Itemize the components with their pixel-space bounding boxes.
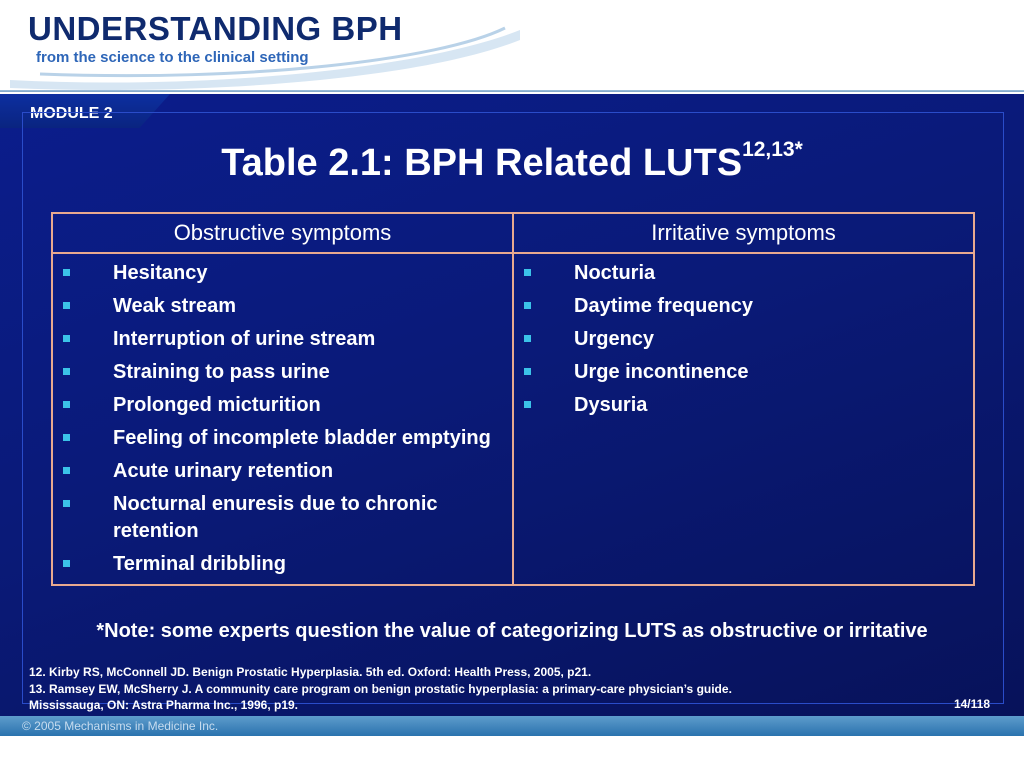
bullet-square-icon bbox=[63, 269, 70, 276]
slide-title-superscript: 12,13* bbox=[742, 138, 803, 161]
list-item bbox=[514, 326, 973, 353]
list-item bbox=[53, 293, 512, 320]
header-subtitle: from the science to the clinical setting bbox=[36, 49, 309, 66]
list-item bbox=[53, 326, 512, 353]
bullet-square-icon bbox=[63, 368, 70, 375]
bullet-square-icon bbox=[524, 302, 531, 309]
slide-body bbox=[0, 94, 1024, 716]
list-item-label: Weak stream bbox=[113, 295, 237, 317]
bullet-square-icon bbox=[63, 434, 70, 441]
page-number: 14/118 bbox=[953, 697, 990, 711]
irritative-list bbox=[514, 260, 973, 419]
bullet-square-icon bbox=[524, 368, 531, 375]
list-item-label: Acute urinary retention bbox=[113, 460, 334, 482]
list-item bbox=[514, 392, 973, 419]
references bbox=[29, 664, 732, 714]
module-label: MODULE 2 bbox=[30, 105, 113, 122]
list-item bbox=[53, 458, 512, 485]
header-banner bbox=[0, 0, 1024, 92]
list-item-label: Straining to pass urine bbox=[113, 361, 330, 383]
header-irritative: Irritative symptoms bbox=[513, 213, 974, 253]
header-divider bbox=[0, 90, 1024, 92]
footer bbox=[0, 716, 1024, 768]
list-item bbox=[53, 551, 512, 578]
slide-title-text: Table 2.1: BPH Related LUTS bbox=[221, 142, 743, 184]
irritative-cell bbox=[513, 253, 974, 585]
list-item-label: Hesitancy bbox=[113, 262, 208, 284]
list-item-label: Urgency bbox=[574, 328, 655, 350]
bullet-square-icon bbox=[63, 335, 70, 342]
bullet-square-icon bbox=[524, 335, 531, 342]
list-item-label: Interruption of urine stream bbox=[113, 328, 376, 350]
list-item bbox=[53, 359, 512, 386]
table-row bbox=[52, 253, 974, 585]
header-title: UNDERSTANDING BPH bbox=[28, 10, 403, 47]
reference-line: Mississauga, ON: Astra Pharma Inc., 1996, p19. bbox=[29, 698, 299, 712]
list-item bbox=[514, 260, 973, 287]
obstructive-cell bbox=[52, 253, 513, 585]
list-item bbox=[53, 392, 512, 419]
footer-bottom bbox=[0, 736, 1024, 768]
list-item-label: Nocturnal enuresis due to chronic retention bbox=[113, 493, 438, 542]
list-item bbox=[53, 491, 512, 545]
list-item-label: Daytime frequency bbox=[574, 295, 753, 317]
bullet-square-icon bbox=[63, 500, 70, 507]
bullet-square-icon bbox=[524, 401, 531, 408]
list-item-label: Urge incontinence bbox=[574, 361, 749, 383]
list-item bbox=[514, 359, 973, 386]
reference-line: 12. Kirby RS, McConnell JD. Benign Prostatic Hyperplasia. 5th ed. Oxford: Health Press, 2005, p21. bbox=[29, 665, 592, 679]
bullet-square-icon bbox=[524, 269, 531, 276]
copyright-text: © 2005 Mechanisms in Medicine Inc. bbox=[22, 719, 219, 733]
slide-title bbox=[0, 138, 1024, 185]
bullet-square-icon bbox=[63, 560, 70, 567]
obstructive-list bbox=[53, 260, 512, 578]
footnote-text: *Note: some experts question the value of categorizing LUTS as obstructive or irritative bbox=[96, 620, 928, 642]
list-item-label: Dysuria bbox=[574, 394, 648, 416]
list-item-label: Feeling of incomplete bladder emptying bbox=[113, 427, 491, 449]
list-item bbox=[53, 260, 512, 287]
list-item-label: Nocturia bbox=[574, 262, 656, 284]
reference-line: 13. Ramsey EW, McSherry J. A community care program on benign prostatic hyperplasia: a primary-care physician’s guide. bbox=[29, 681, 732, 696]
table-header-row bbox=[52, 213, 974, 253]
header-obstructive: Obstructive symptoms bbox=[52, 213, 513, 253]
bullet-square-icon bbox=[63, 401, 70, 408]
luts-table bbox=[51, 212, 975, 586]
list-item bbox=[514, 293, 973, 320]
list-item-label: Prolonged micturition bbox=[113, 394, 321, 416]
list-item-label: Terminal dribbling bbox=[113, 553, 286, 575]
bullet-square-icon bbox=[63, 302, 70, 309]
list-item bbox=[53, 425, 512, 452]
bullet-square-icon bbox=[63, 467, 70, 474]
